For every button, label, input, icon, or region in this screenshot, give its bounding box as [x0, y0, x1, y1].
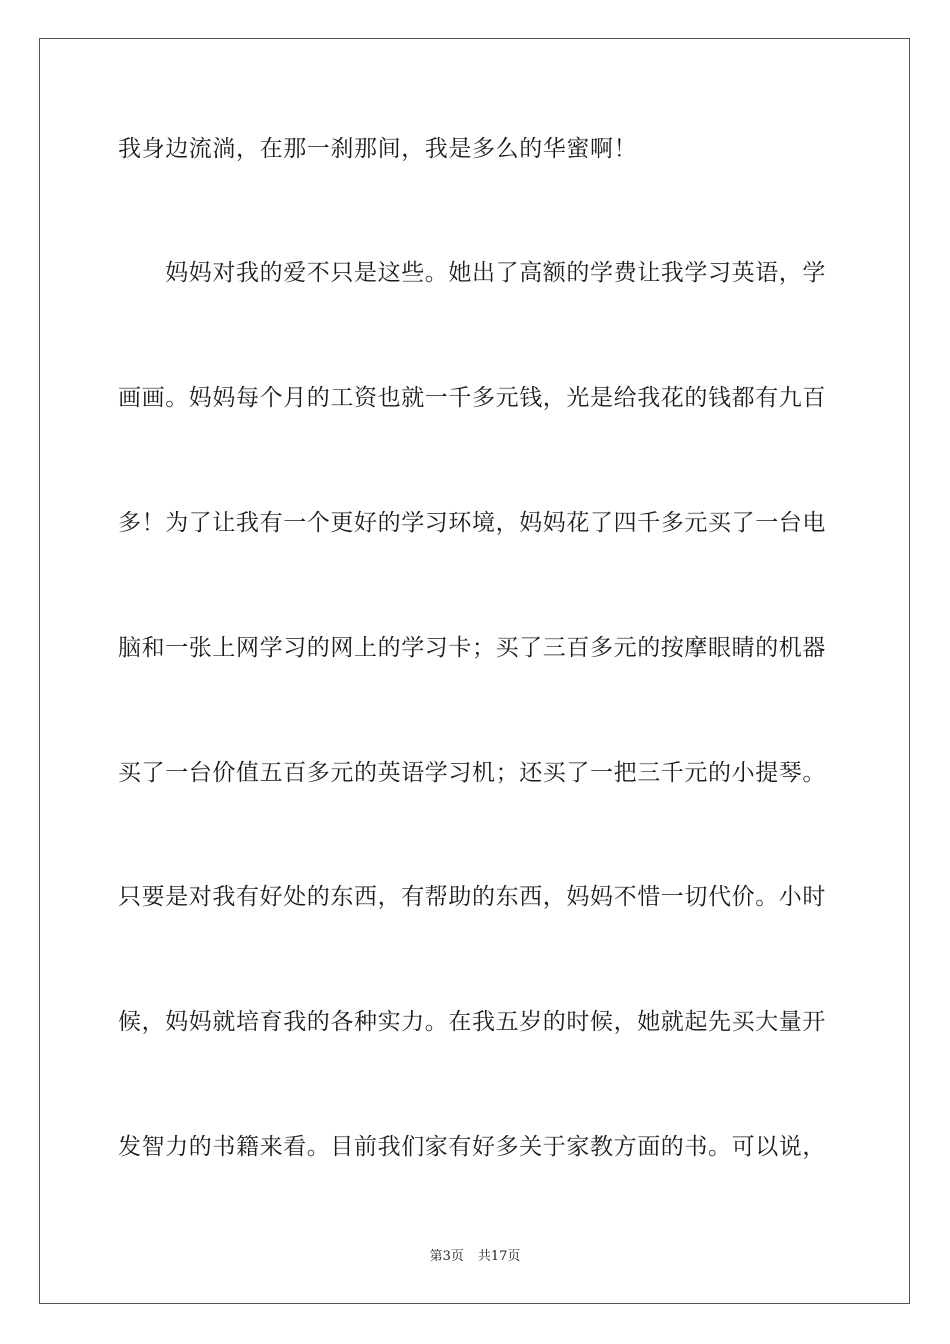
page-total: 共17页	[477, 1249, 521, 1264]
text-line: 妈妈对我的爱不只是这些。她出了高额的学费让我学习英语，学	[118, 260, 826, 286]
page-number: 第3页	[429, 1249, 464, 1264]
text-line: 买了一台价值五百多元的英语学习机；还买了一把三千元的小提琴。	[118, 760, 826, 786]
text-line: 只要是对我有好处的东西，有帮助的东西，妈妈不惜一切代价。小时	[118, 884, 826, 910]
text-line: 多！为了让我有一个更好的学习环境，妈妈花了四千多元买了一台电	[118, 510, 826, 536]
text-line: 画画。妈妈每个月的工资也就一千多元钱，光是给我花的钱都有九百	[118, 385, 826, 411]
text-line: 我身边流淌，在那一刹那间，我是多么的华蜜啊！	[118, 136, 638, 162]
text-line: 候，妈妈就培育我的各种实力。在我五岁的时候，她就起先买大量开	[118, 1009, 826, 1035]
text-line: 脑和一张上网学习的网上的学习卡；买了三百多元的按摩眼睛的机器	[118, 635, 826, 661]
text-line: 发智力的书籍来看。目前我们家有好多关于家教方面的书。可以说，	[118, 1134, 826, 1160]
page-border	[39, 38, 910, 1304]
page-footer	[0, 1248, 950, 1266]
